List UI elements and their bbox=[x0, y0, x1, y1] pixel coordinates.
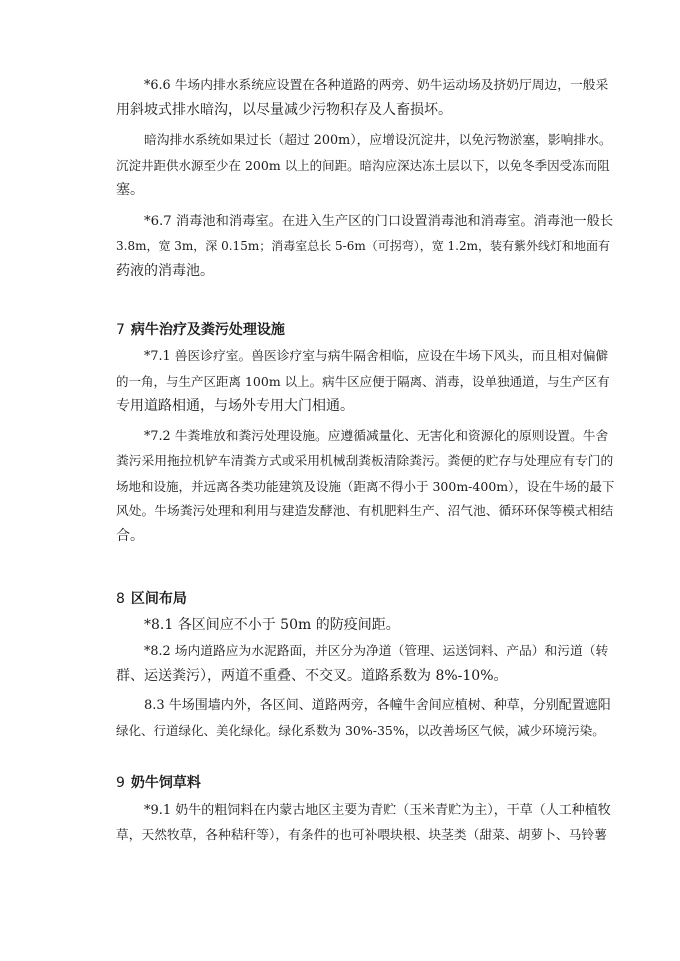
para-7-1 bbox=[116, 344, 614, 419]
section-title: 区间布局 bbox=[130, 591, 187, 607]
text-line: *6.6 牛场内排水系统应设置在各种道路的两旁、奶牛运动场及挤奶厅周边，一般采 bbox=[144, 78, 609, 93]
text-line: 3.8m，宽 3m，深 0.15m；消毒室总长 5-6m（可拐弯），宽 1.2m，装有紫外线灯和地面有 bbox=[116, 239, 611, 253]
section-heading-8 bbox=[116, 589, 187, 609]
para-6-6-drainage bbox=[116, 128, 614, 203]
text-line: 粪污采用拖拉机铲车清粪方式或采用机械刮粪板清除粪污。粪便的贮存与处理应有专门的 bbox=[116, 454, 614, 469]
text-line: 场地和设施，并远离各类功能建筑及设施（距离不得小于 300m-400m），设在牛场的最下 bbox=[116, 479, 615, 494]
text-line: 塞。 bbox=[116, 182, 144, 198]
section-heading-7 bbox=[116, 320, 285, 340]
text-line: 8.3 牛场围墙内外，各区间、道路两旁，各幢牛舍间应植树、种草，分别配置遮阳 bbox=[144, 698, 611, 713]
text-line: *9.1 奶牛的粗饲料在内蒙古地区主要为青贮（玉米青贮为主），干草（人工种植牧 bbox=[144, 803, 611, 818]
section-number: 9 bbox=[116, 775, 125, 791]
para-6-6 bbox=[116, 73, 614, 123]
para-9-1 bbox=[116, 798, 614, 848]
para-8-2 bbox=[116, 639, 614, 689]
text-line: 草，天然牧草，各种秸秆等），有条件的也可补喂块根、块茎类（甜菜、胡萝卜、马铃薯 bbox=[116, 828, 607, 843]
section-heading-9 bbox=[116, 773, 201, 793]
section-title: 病牛治疗及粪污处理设施 bbox=[130, 322, 285, 338]
text-line: 暗沟排水系统如果过长（超过 200m），应增设沉淀井，以免污物淤塞，影响排水。 bbox=[144, 133, 612, 148]
text-line: 专用道路相通，与场外专用大门相通。 bbox=[116, 398, 354, 414]
text-line: 绿化、行道绿化、美化绿化。绿化系数为 30%-35%，以改善场区气候，减少环境污染。 bbox=[116, 723, 605, 738]
text-line: *8.1 各区间应不小于 50m 的防疫间距。 bbox=[144, 617, 400, 633]
text-line: 合。 bbox=[116, 528, 144, 544]
text-line: *8.2 场内道路应为水泥路面，并区分为净道（管理、运送饲料、产品）和污道（转 bbox=[144, 644, 609, 659]
text-line: 群、运送粪污），两道不重叠、不交叉。道路系数为 8%-10%。 bbox=[116, 668, 508, 684]
para-8-1 bbox=[116, 613, 614, 638]
text-line: 药液的消毒池。 bbox=[116, 263, 214, 279]
text-line: *7.2 牛粪堆放和粪污处理设施。应遵循减量化、无害化和资源化的原则设置。牛舍 bbox=[144, 429, 609, 444]
text-line: 风处。牛场粪污处理和利用与建造发酵池、有机肥料生产、沼气池、循环环保等模式相结 bbox=[116, 504, 614, 519]
para-7-2 bbox=[116, 424, 614, 549]
section-number: 7 bbox=[116, 322, 125, 338]
para-6-7 bbox=[116, 209, 614, 284]
text-line: *6.7 消毒池和消毒室。在进入生产区的门口设置消毒池和消毒室。消毒池一般长 bbox=[144, 214, 614, 229]
text-line: *7.1 兽医诊疗室。兽医诊疗室与病牛隔舍相临，应设在牛场下风头，而且相对偏僻 bbox=[144, 349, 609, 364]
para-8-3 bbox=[116, 693, 614, 743]
text-line: 用斜坡式排水暗沟，以尽量减少污物积存及人畜损坏。 bbox=[116, 102, 452, 118]
text-line: 的一角，与生产区距离 100m 以上。病牛区应便于隔离、消毒，设单独通道，与生产区有 bbox=[116, 374, 610, 389]
text-line: 沉淀井距供水源至少在 200m 以上的间距。暗沟应深达冻土层以下，以免冬季因受冻而阻 bbox=[116, 158, 610, 173]
section-title: 奶牛饲草料 bbox=[130, 775, 201, 791]
section-number: 8 bbox=[116, 591, 125, 607]
